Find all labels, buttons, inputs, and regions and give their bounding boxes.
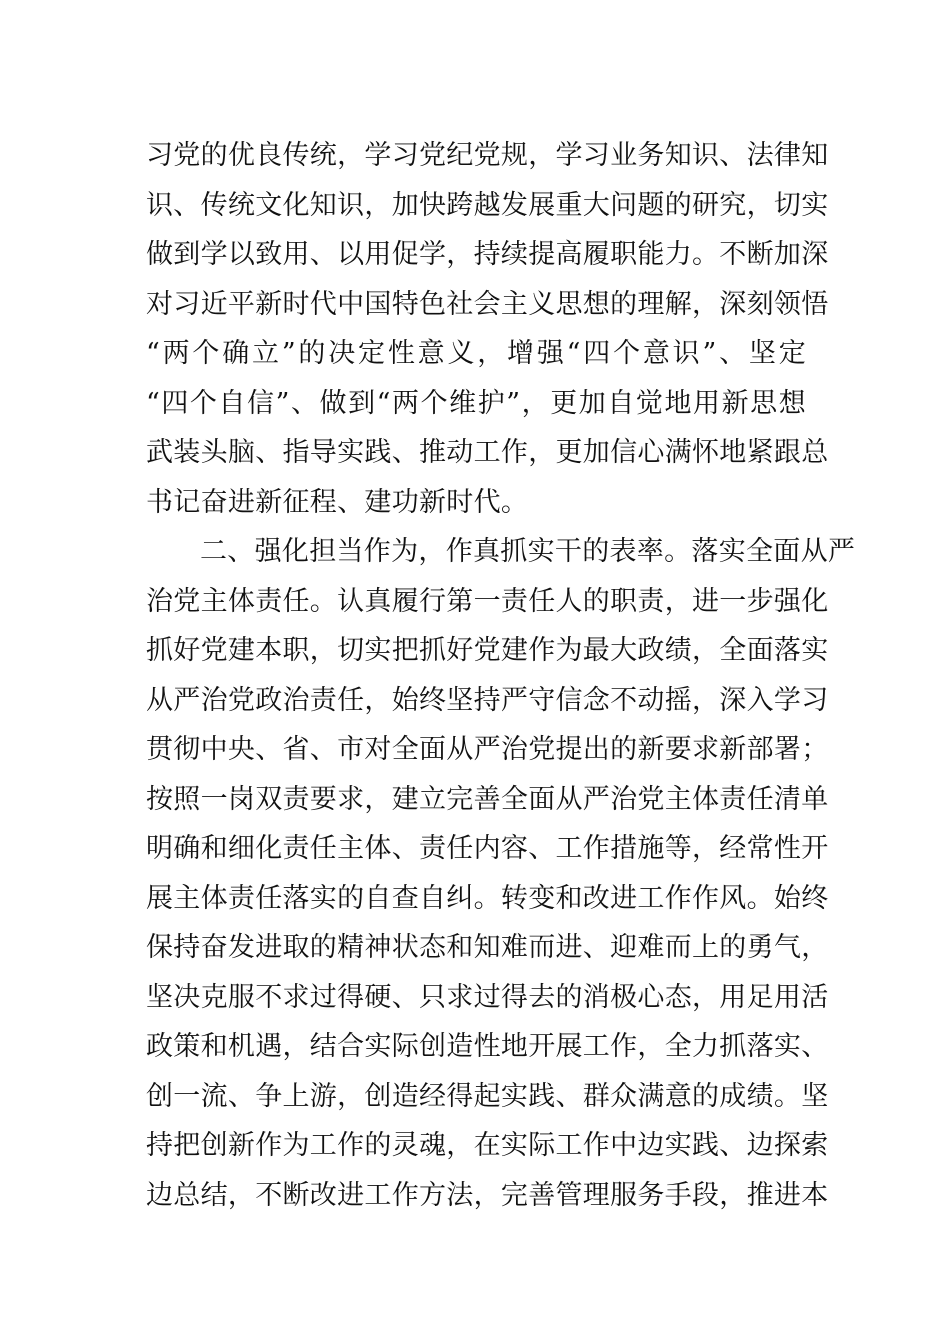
text-line: 保持奋发进取的精神状态和知难而进、迎难而上的勇气， bbox=[146, 932, 829, 963]
text-line: 识、传统文化知识，加快跨越发展重大问题的研究，切实 bbox=[146, 189, 829, 221]
text-line: 书记奋进新征程、建功新时代。 bbox=[146, 486, 529, 518]
text-line: “两个确立”的决定性意义，增强“四个意识”、坚定 bbox=[146, 338, 806, 369]
text-line: 治党主体责任。认真履行第一责任人的职责，进一步强化 bbox=[146, 585, 829, 617]
body-text bbox=[146, 131, 856, 1220]
text-line: 边总结，不断改进工作方法，完善管理服务手段，推进本 bbox=[146, 1179, 829, 1211]
text-line: 对习近平新时代中国特色社会主义思想的理解，深刻领悟 bbox=[146, 288, 829, 320]
text-line: 从严治党政治责任，始终坚持严守信念不动摇，深入学习 bbox=[146, 684, 829, 716]
text-line: 明确和细化责任主体、责任内容、工作措施等，经常性开 bbox=[146, 833, 829, 864]
text-line: 武装头脑、指导实践、推动工作，更加信心满怀地紧跟总 bbox=[146, 437, 829, 468]
text-line: 持把创新作为工作的灵魂，在实际工作中边实践、边探索 bbox=[146, 1130, 829, 1161]
section-heading-line: 二、强化担当作为，作真抓实干的表率。落实全面从严 bbox=[200, 536, 856, 567]
text-line: 政策和机遇，结合实际创造性地开展工作，全力抓落实、 bbox=[146, 1031, 829, 1062]
text-line: 坚决克服不求过得硬、只求过得去的消极心态，用足用活 bbox=[146, 981, 829, 1013]
text-line: 按照一岗双责要求，建立完善全面从严治党主体责任清单 bbox=[146, 783, 829, 815]
text-line: 习党的优良传统，学习党纪党规，学习业务知识、法律知 bbox=[146, 140, 829, 171]
text-line: 抓好党建本职，切实把抓好党建作为最大政绩，全面落实 bbox=[146, 635, 829, 666]
text-line: 创一流、争上游，创造经得起实践、群众满意的成绩。坚 bbox=[146, 1080, 829, 1112]
text-line: 贯彻中央、省、市对全面从严治党提出的新要求新部署； bbox=[146, 734, 829, 765]
text-line: 做到学以致用、以用促学，持续提高履职能力。不断加深 bbox=[146, 239, 829, 270]
text-line: 展主体责任落实的自查自纠。转变和改进工作作风。始终 bbox=[146, 882, 829, 914]
text-line: “四个自信”、做到“两个维护”，更加自觉地用新思想 bbox=[146, 387, 806, 419]
